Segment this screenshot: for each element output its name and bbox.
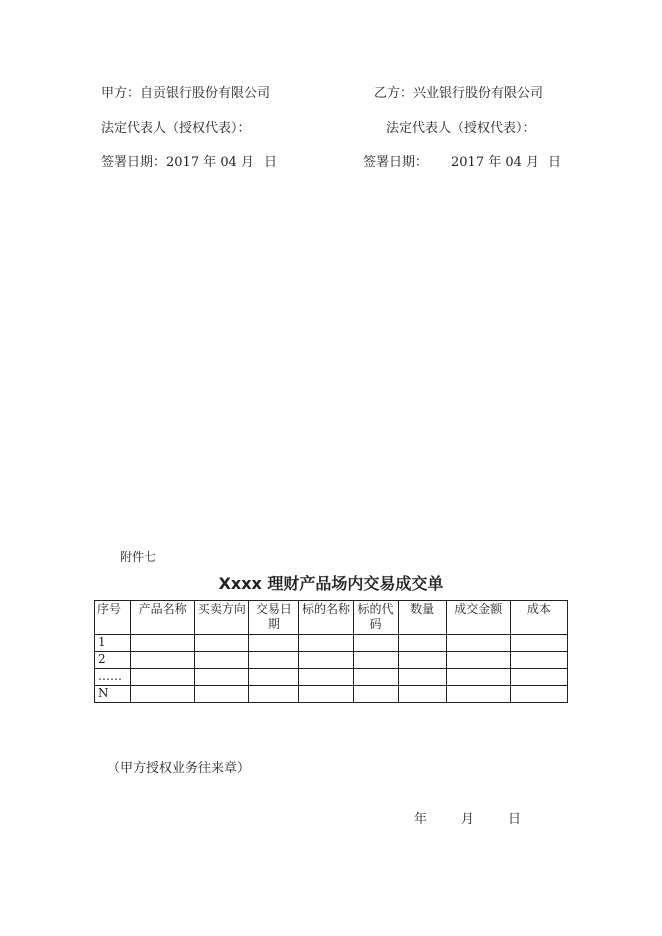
header-direction: 买卖方向 bbox=[195, 601, 249, 635]
seal-note: （甲方授权业务往来章） bbox=[107, 761, 251, 776]
date-b-day: 日 bbox=[548, 155, 562, 170]
header-seq: 序号 bbox=[95, 601, 131, 635]
rep-b: 法定代表人（授权代表）： bbox=[386, 121, 536, 136]
footer-day: 日 bbox=[508, 812, 522, 827]
rep-a: 法定代表人（授权代表）： bbox=[101, 121, 251, 136]
row-seq: N bbox=[95, 686, 131, 703]
footer-month: 月 bbox=[461, 812, 475, 827]
row-seq: 2 bbox=[95, 652, 131, 669]
header-amount: 成交金额 bbox=[446, 601, 510, 635]
table-row bbox=[95, 669, 568, 686]
party-b: 乙方：兴业银行股份有限公司 bbox=[374, 86, 544, 101]
row-seq: 1 bbox=[95, 635, 131, 652]
header-product-name: 产品名称 bbox=[131, 601, 195, 635]
attachment-label: 附件七 bbox=[120, 550, 157, 564]
table-row bbox=[95, 635, 568, 652]
date-b-label: 签署日期： bbox=[363, 155, 429, 170]
date-a-day: 日 bbox=[264, 155, 278, 170]
attachment-title: Xxxx 理财产品场内交易成交单 bbox=[218, 574, 444, 593]
party-a: 甲方：自贡银行股份有限公司 bbox=[101, 86, 271, 101]
date-a-value: 2017 年 04 月 bbox=[166, 155, 255, 170]
date-a-label: 签署日期： bbox=[101, 155, 167, 170]
footer-year: 年 bbox=[414, 812, 428, 827]
table-row bbox=[95, 686, 568, 703]
header-underlying-name: 标的名称 bbox=[299, 601, 353, 635]
header-trade-date: 交易日期 bbox=[249, 601, 299, 635]
header-underlying-code: 标的代码 bbox=[353, 601, 398, 635]
header-cost: 成本 bbox=[510, 601, 567, 635]
table-header-row bbox=[95, 601, 568, 635]
trade-table bbox=[94, 600, 568, 703]
row-seq: …… bbox=[95, 669, 131, 686]
table-row bbox=[95, 652, 568, 669]
header-quantity: 数量 bbox=[398, 601, 446, 635]
date-b-value: 2017 年 04 月 bbox=[451, 155, 540, 170]
